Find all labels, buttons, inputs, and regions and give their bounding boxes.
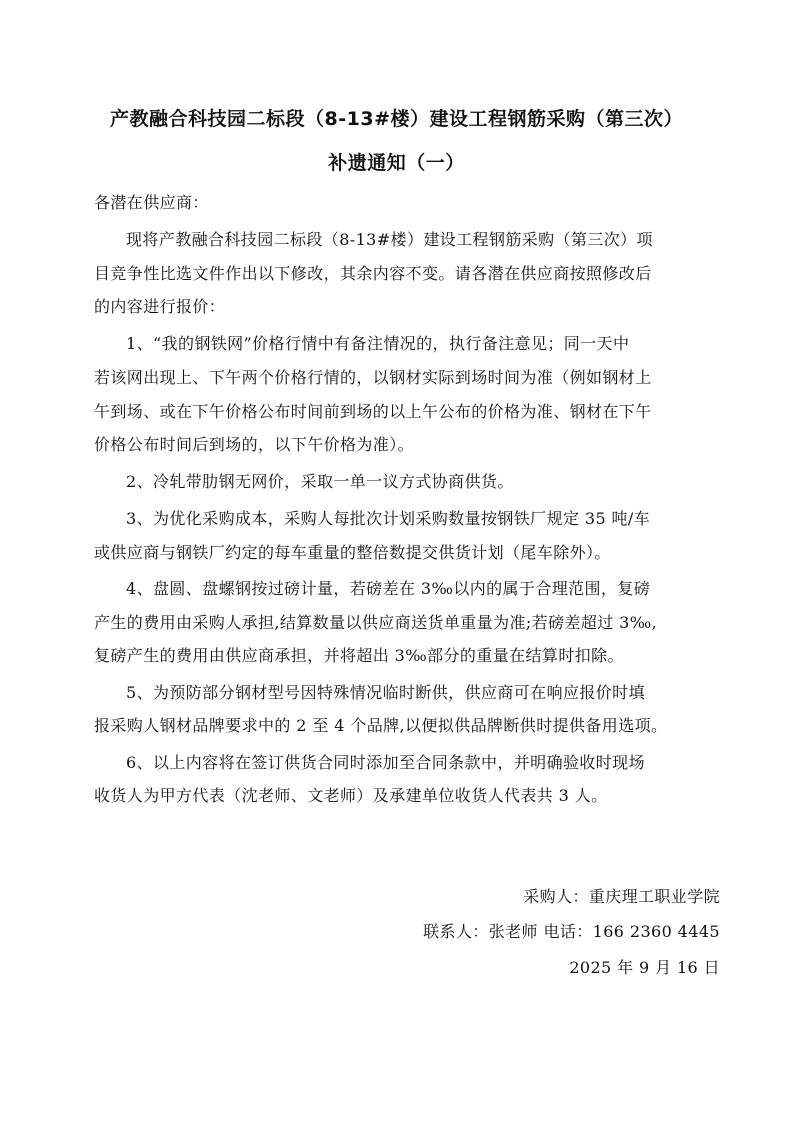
item-5-line: 5、为预防部分钢材型号因特殊情况临时断供，供应商可在响应报价时填 xyxy=(126,683,645,702)
signature-contact: 联系人：张老师 电话：166 2360 4445 xyxy=(423,922,720,941)
item-5-line: 报采购人钢材品牌要求中的 2 至 4 个品牌,以便拟供品牌断供时提供备用选项。 xyxy=(94,716,668,735)
item-3-line: 3、为优化采购成本，采购人每批次计划采购数量按钢铁厂规定 35 吨/车 xyxy=(126,509,651,528)
intro-line: 目竞争性比选文件作出以下修改，其余内容不变。请各潜在供应商按照修改后 xyxy=(94,264,652,283)
item-1-line: 1、“我的钢铁网”价格行情中有备注情况的，执行备注意见；同一天中 xyxy=(126,334,630,353)
item-1-line: 午到场、或在下午价格公布时间前到场的以上午公布的价格为准、钢材在下午 xyxy=(94,402,652,421)
intro-line: 的内容进行报价： xyxy=(94,297,226,316)
item-4-line: 复磅产生的费用由供应商承担，并将超出 3‰部分的重量在结算时扣除。 xyxy=(94,646,624,665)
item-6-line: 收货人为甲方代表（沈老师、文老师）及承建单位收货人代表共 3 人。 xyxy=(94,786,608,805)
signature-date: 2025 年 9 月 16 日 xyxy=(569,958,720,977)
item-1-line: 价格公布时间后到场的，以下午价格为准）。 xyxy=(94,435,415,454)
signature-purchaser: 采购人：重庆理工职业学院 xyxy=(523,887,720,906)
salutation: 各潜在供应商： xyxy=(94,193,209,212)
item-6-line: 6、以上内容将在签订供货合同时添加至合同条款中，并明确验收时现场 xyxy=(126,753,645,772)
item-1-line: 若该网出现上、下午两个价格行情的，以钢材实际到场时间为准（例如钢材上 xyxy=(94,368,652,387)
document-title-line-2: 补遗通知（一） xyxy=(328,152,465,174)
intro-line: 现将产教融合科技园二标段（8-13#楼）建设工程钢筋采购（第三次）项 xyxy=(126,230,653,249)
item-2-line: 2、冷轧带肋钢无网价，采取一单一议方式协商供货。 xyxy=(126,472,514,491)
item-4-line: 4、盘圆、盘螺钢按过磅计量，若磅差在 3‰以内的属于合理范围，复磅 xyxy=(126,579,651,598)
document-title-line-1: 产教融合科技园二标段（8-13#楼）建设工程钢筋采购（第三次） xyxy=(110,108,683,130)
item-4-line: 产生的费用由采购人承担,结算数量以供应商送货单重量为准;若磅差超过 3‰, xyxy=(94,613,658,632)
item-3-line: 或供应商与钢铁厂约定的每车重量的整倍数提交供货计划（尾车除外）。 xyxy=(94,543,611,562)
